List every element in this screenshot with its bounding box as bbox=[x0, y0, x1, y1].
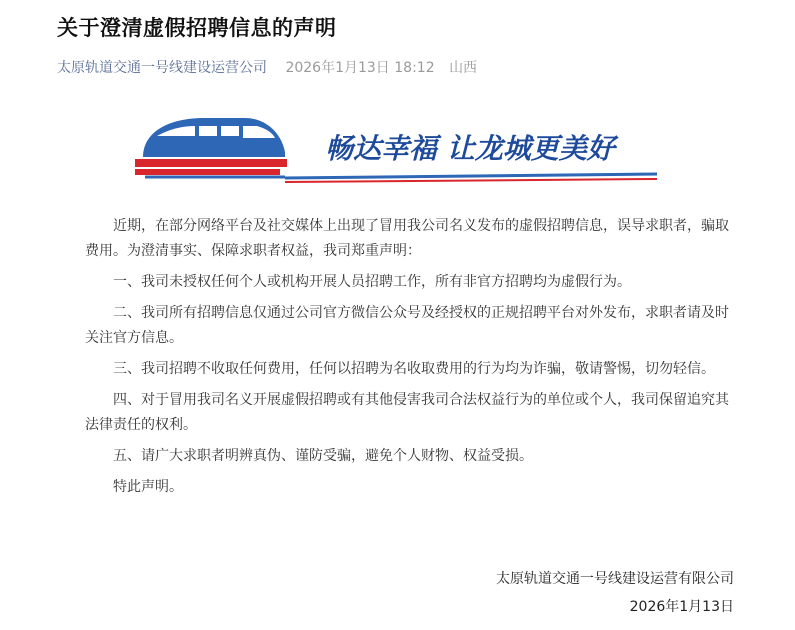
signature-organization: 太原轨道交通一号线建设运营有限公司 bbox=[496, 571, 734, 587]
article-meta bbox=[57, 57, 477, 77]
body-paragraph: 二、我司所有招聘信息仅通过公司官方微信公众号及经授权的正规招聘平台对外发布，求职者请及时关注官方信息。 bbox=[85, 305, 729, 346]
body-paragraph: 近期，在部分网络平台及社交媒体上出现了冒用我公司名义发布的虚假招聘信息，误导求职者，骗取费用。为澄清事实、保障求职者权益，我司郑重声明： bbox=[85, 218, 729, 259]
account-name-link[interactable]: 太原轨道交通一号线建设运营公司 bbox=[57, 60, 267, 76]
signature-date: 2026年1月13日 bbox=[629, 599, 734, 615]
body-paragraph: 三、我司招聘不收取任何费用，任何以招聘为名收取费用的行为均为诈骗，敬请警惕，切勿轻信。 bbox=[113, 361, 715, 377]
banner-slogan: 畅达幸福 让龙城更美好 bbox=[325, 132, 615, 165]
slogan-banner-image bbox=[135, 112, 657, 184]
publish-time: 2026年1月13日 18:12 bbox=[285, 60, 435, 76]
train-logo-icon bbox=[135, 118, 287, 177]
article-title: 关于澄清虚假招聘信息的声明 bbox=[57, 16, 337, 40]
body-paragraph: 一、我司未授权任何个人或机构开展人员招聘工作，所有非官方招聘均为虚假行为。 bbox=[113, 274, 631, 290]
body-paragraph: 特此声明。 bbox=[113, 479, 183, 495]
article-body bbox=[85, 214, 735, 506]
body-paragraph: 四、对于冒用我司名义开展虚假招聘或有其他侵害我司合法权益行为的单位或个人，我司保留追究其法律责任的权利。 bbox=[85, 392, 729, 433]
body-paragraph: 五、请广大求职者明辨真伪、谨防受骗，避免个人财物、权益受损。 bbox=[113, 448, 533, 464]
publish-location: 山西 bbox=[449, 60, 478, 76]
